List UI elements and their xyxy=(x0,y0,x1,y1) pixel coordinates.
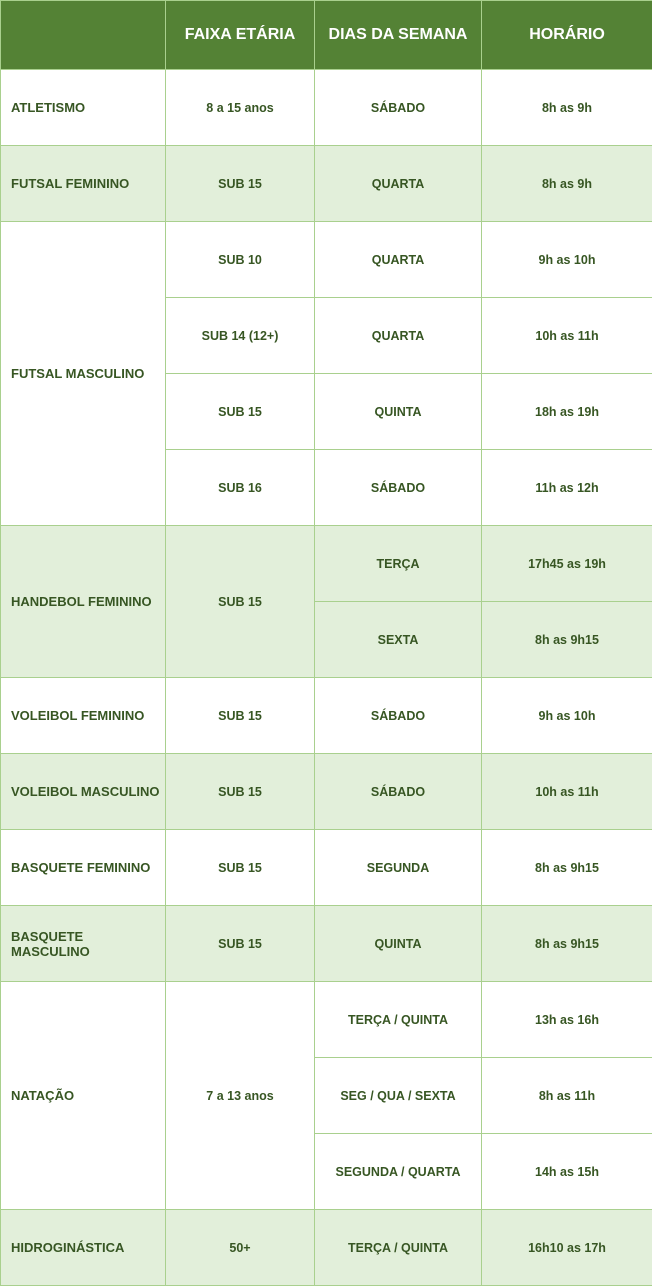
table-row xyxy=(1,830,652,906)
time-cell: 8h as 9h15 xyxy=(482,830,652,906)
time-cell: 10h as 11h xyxy=(482,298,652,374)
table-row xyxy=(1,906,652,982)
sport-cell: FUTSAL FEMININO xyxy=(1,146,166,222)
time-cell: 8h as 9h xyxy=(482,146,652,222)
sport-cell: VOLEIBOL FEMININO xyxy=(1,678,166,754)
header-sport xyxy=(1,1,166,70)
age-cell: SUB 15 xyxy=(166,374,315,450)
day-cell: SEGUNDA xyxy=(315,830,482,906)
sport-cell: FUTSAL MASCULINO xyxy=(1,222,166,526)
day-cell: TERÇA / QUINTA xyxy=(315,1210,482,1286)
sport-cell: ATLETISMO xyxy=(1,70,166,146)
table-row xyxy=(1,70,652,146)
sport-cell: BASQUETE FEMININO xyxy=(1,830,166,906)
table-row xyxy=(1,982,652,1058)
time-cell: 8h as 11h xyxy=(482,1058,652,1134)
day-cell: SEXTA xyxy=(315,602,482,678)
header-row xyxy=(1,1,652,70)
day-cell: TERÇA xyxy=(315,526,482,602)
time-cell: 8h as 9h xyxy=(482,70,652,146)
day-cell: QUARTA xyxy=(315,298,482,374)
age-cell: 8 a 15 anos xyxy=(166,70,315,146)
age-cell: SUB 16 xyxy=(166,450,315,526)
time-cell: 8h as 9h15 xyxy=(482,906,652,982)
day-cell: SEG / QUA / SEXTA xyxy=(315,1058,482,1134)
age-cell: SUB 15 xyxy=(166,146,315,222)
sport-cell: BASQUETE MASCULINO xyxy=(1,906,166,982)
sport-cell: NATAÇÃO xyxy=(1,982,166,1210)
day-cell: SEGUNDA / QUARTA xyxy=(315,1134,482,1210)
time-cell: 9h as 10h xyxy=(482,678,652,754)
table-row xyxy=(1,526,652,602)
header-weekdays: DIAS DA SEMANA xyxy=(315,1,482,70)
sport-cell: HANDEBOL FEMININO xyxy=(1,526,166,678)
day-cell: QUARTA xyxy=(315,222,482,298)
age-cell: SUB 15 xyxy=(166,754,315,830)
age-cell: SUB 15 xyxy=(166,526,315,678)
time-cell: 8h as 9h15 xyxy=(482,602,652,678)
table-row xyxy=(1,1210,652,1286)
age-cell: SUB 15 xyxy=(166,830,315,906)
table-row xyxy=(1,678,652,754)
day-cell: SÁBADO xyxy=(315,70,482,146)
age-cell: SUB 14 (12+) xyxy=(166,298,315,374)
time-cell: 16h10 as 17h xyxy=(482,1210,652,1286)
time-cell: 11h as 12h xyxy=(482,450,652,526)
age-cell: 7 a 13 anos xyxy=(166,982,315,1210)
time-cell: 9h as 10h xyxy=(482,222,652,298)
table-row xyxy=(1,222,652,298)
day-cell: QUINTA xyxy=(315,906,482,982)
age-cell: SUB 15 xyxy=(166,678,315,754)
day-cell: QUINTA xyxy=(315,374,482,450)
age-cell: SUB 15 xyxy=(166,906,315,982)
header-age-range: FAIXA ETÁRIA xyxy=(166,1,315,70)
day-cell: SÁBADO xyxy=(315,678,482,754)
time-cell: 13h as 16h xyxy=(482,982,652,1058)
table-row xyxy=(1,146,652,222)
time-cell: 17h45 as 19h xyxy=(482,526,652,602)
sport-cell: HIDROGINÁSTICA xyxy=(1,1210,166,1286)
day-cell: TERÇA / QUINTA xyxy=(315,982,482,1058)
age-cell: SUB 10 xyxy=(166,222,315,298)
time-cell: 14h as 15h xyxy=(482,1134,652,1210)
sport-cell: VOLEIBOL MASCULINO xyxy=(1,754,166,830)
day-cell: QUARTA xyxy=(315,146,482,222)
header-time: HORÁRIO xyxy=(482,1,652,70)
time-cell: 10h as 11h xyxy=(482,754,652,830)
table-row xyxy=(1,754,652,830)
time-cell: 18h as 19h xyxy=(482,374,652,450)
age-cell: 50+ xyxy=(166,1210,315,1286)
day-cell: SÁBADO xyxy=(315,754,482,830)
day-cell: SÁBADO xyxy=(315,450,482,526)
